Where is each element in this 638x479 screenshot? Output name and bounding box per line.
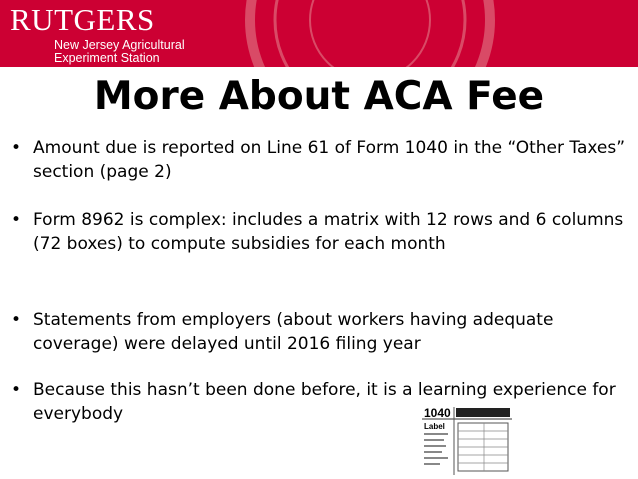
bullet-text: Statements from employers (about workers having adequate coverage) were delayed until 2016 filing year: [33, 310, 554, 354]
seal-watermark-icon: [230, 0, 510, 67]
bullet-text: Because this hasn’t been done before, it is a learning experience for everybody: [33, 380, 616, 424]
bullet-marker: •: [11, 380, 22, 400]
bullet-marker: •: [11, 210, 22, 230]
bullet-item: [11, 136, 631, 184]
bullet-marker: •: [11, 310, 22, 330]
form-1040-image: [422, 405, 512, 475]
svg-text:1040: 1040: [424, 406, 451, 420]
bullet-item: [11, 208, 631, 256]
logo-subtitle-line1: New Jersey Agricultural: [54, 38, 185, 52]
logo-subtitle-line2: Experiment Station: [54, 51, 160, 65]
bullet-item: [11, 308, 631, 356]
slide-title: More About ACA Fee: [93, 74, 545, 119]
bullet-item: [11, 378, 631, 426]
header-banner: [0, 0, 638, 67]
bullet-marker: •: [11, 138, 22, 158]
svg-text:Label: Label: [424, 422, 445, 431]
rutgers-logo: RUTGERS: [10, 2, 155, 37]
bullet-text: Form 8962 is complex: includes a matrix with 12 rows and 6 columns (72 boxes) to compute subsidies for each month: [33, 210, 624, 254]
bullet-text: Amount due is reported on Line 61 of Form 1040 in the “Other Taxes” section (page 2): [33, 138, 626, 182]
